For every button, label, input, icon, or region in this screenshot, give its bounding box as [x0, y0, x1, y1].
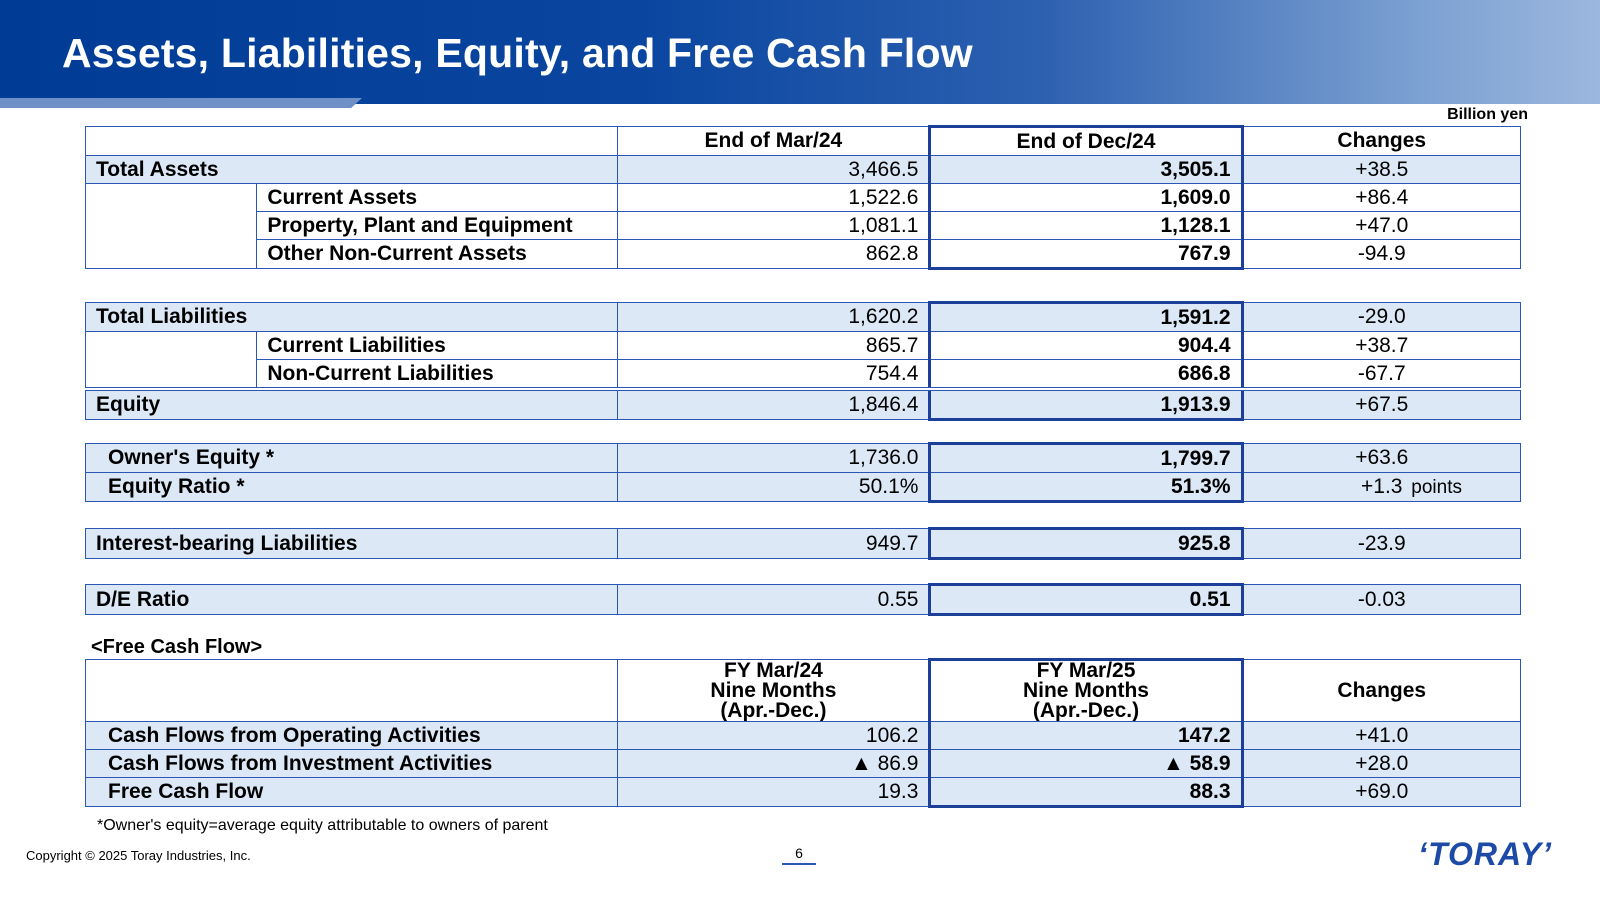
- header-fy-mar24: [618, 660, 930, 722]
- page-number: 6: [782, 845, 816, 865]
- owners-equity-table: [85, 442, 1521, 503]
- value-mar24: 1,736.0: [618, 444, 930, 473]
- value-curr: ▲ 58.9: [930, 750, 1242, 778]
- value-change: +69.0: [1242, 778, 1520, 807]
- value-change: -29.0: [1242, 303, 1520, 332]
- indent-cell: [86, 332, 257, 360]
- table-row: [86, 778, 1521, 807]
- value-change: -94.9: [1242, 240, 1520, 269]
- row-label: Other Non-Current Assets: [257, 240, 618, 269]
- fcf-table: [85, 658, 1521, 808]
- interest-bearing-table: [85, 527, 1521, 560]
- table-row: [86, 444, 1521, 473]
- header-blank-cell: [86, 127, 618, 156]
- fcf-section-title: <Free Cash Flow>: [91, 636, 263, 658]
- value-mar24: 0.55: [618, 585, 930, 615]
- table-row: [86, 212, 1521, 240]
- table-header-row: [86, 127, 1521, 156]
- value-change: +86.4: [1242, 184, 1520, 212]
- row-label: Total Assets: [86, 156, 618, 184]
- value-mar24: 1,081.1: [618, 212, 930, 240]
- value-mar24: 50.1%: [618, 473, 930, 502]
- header-mar24: End of Mar/24: [618, 127, 930, 156]
- value-dec24: 1,609.0: [930, 184, 1242, 212]
- table-row: [86, 750, 1521, 778]
- row-label: Equity: [86, 389, 618, 420]
- row-label: Interest-bearing Liabilities: [86, 529, 618, 559]
- indent-cell: [86, 212, 257, 240]
- value-dec24: 767.9: [930, 240, 1242, 269]
- row-label: Cash Flows from Investment Activities: [86, 750, 618, 778]
- page-title: Assets, Liabilities, Equity, and Free Cash Flow: [62, 30, 973, 76]
- value-dec24: 904.4: [930, 332, 1242, 360]
- value-change-cell: [1242, 473, 1520, 502]
- header-line: (Apr.-Dec.): [720, 698, 827, 722]
- value-dec24: 1,128.1: [930, 212, 1242, 240]
- table-row: [86, 240, 1521, 269]
- header-accent-bar: [0, 98, 362, 108]
- indent-cell: [86, 184, 257, 212]
- value-change: +63.6: [1242, 444, 1520, 473]
- table-row: [86, 303, 1521, 332]
- value-prev: 106.2: [618, 722, 930, 750]
- value-curr: 147.2: [930, 722, 1242, 750]
- table-row: [86, 529, 1521, 559]
- value-mar24: 1,846.4: [618, 389, 930, 420]
- value-dec24: 1,799.7: [930, 444, 1242, 473]
- table-row: [86, 473, 1521, 502]
- table-row: [86, 184, 1521, 212]
- value-mar24: 3,466.5: [618, 156, 930, 184]
- value-dec24: 0.51: [930, 585, 1242, 615]
- table-row: [86, 389, 1521, 420]
- row-label: Property, Plant and Equipment: [257, 212, 618, 240]
- value-mar24: 1,522.6: [618, 184, 930, 212]
- value-dec24: 1,913.9: [930, 389, 1242, 420]
- row-label: Non-Current Liabilities: [257, 360, 618, 390]
- table-row: [86, 360, 1521, 390]
- value-change: +38.7: [1242, 332, 1520, 360]
- row-label: Equity Ratio *: [86, 473, 618, 502]
- header-line: Nine Months: [710, 678, 837, 702]
- row-label: Current Liabilities: [257, 332, 618, 360]
- value-dec24: 1,591.2: [930, 303, 1242, 332]
- table-row: [86, 156, 1521, 184]
- header-changes: Changes: [1242, 660, 1520, 722]
- value-dec24: 686.8: [930, 360, 1242, 390]
- row-label: Cash Flows from Operating Activities: [86, 722, 618, 750]
- table-row: [86, 332, 1521, 360]
- value-dec24: 3,505.1: [930, 156, 1242, 184]
- toray-logo: ‘TORAY’: [1418, 836, 1552, 872]
- header-line: FY Mar/25: [1036, 659, 1136, 682]
- table-row: [86, 585, 1521, 615]
- value-change: -67.7: [1242, 360, 1520, 390]
- table-header-row: [86, 660, 1521, 722]
- de-ratio-table: [85, 583, 1521, 616]
- header-line: FY Mar/24: [724, 659, 823, 682]
- row-label: Current Assets: [257, 184, 618, 212]
- header-dec24: End of Dec/24: [930, 127, 1242, 156]
- header-fy-mar25: [930, 660, 1242, 722]
- value-change: +67.5: [1242, 389, 1520, 420]
- value-prev: ▲ 86.9: [618, 750, 930, 778]
- value-change: +1.3: [1361, 475, 1403, 498]
- row-label: Free Cash Flow: [86, 778, 618, 807]
- value-change: +47.0: [1242, 212, 1520, 240]
- value-mar24: 865.7: [618, 332, 930, 360]
- liabilities-table: [85, 301, 1521, 421]
- points-unit: points: [1411, 477, 1462, 498]
- value-mar24: 949.7: [618, 529, 930, 559]
- unit-label: Billion yen: [1447, 106, 1528, 123]
- indent-cell: [86, 240, 257, 269]
- value-mar24: 1,620.2: [618, 303, 930, 332]
- header-line: (Apr.-Dec.): [1032, 699, 1140, 722]
- value-change: -0.03: [1242, 585, 1520, 615]
- value-change: +28.0: [1242, 750, 1520, 778]
- value-mar24: 862.8: [618, 240, 930, 269]
- value-change: +38.5: [1242, 156, 1520, 184]
- value-change: +41.0: [1242, 722, 1520, 750]
- value-dec24: 925.8: [930, 529, 1242, 559]
- copyright: Copyright © 2025 Toray Industries, Inc.: [26, 848, 251, 863]
- value-curr: 88.3: [930, 778, 1242, 807]
- row-label: Total Liabilities: [86, 303, 618, 332]
- row-label: Owner's Equity *: [86, 444, 618, 473]
- table-row: [86, 722, 1521, 750]
- row-label: D/E Ratio: [86, 585, 618, 615]
- footnote: *Owner's equity=average equity attributable to owners of parent: [97, 817, 548, 834]
- value-dec24: 51.3%: [930, 473, 1242, 502]
- header-changes: Changes: [1242, 127, 1520, 156]
- indent-cell: [86, 360, 257, 390]
- header-line: Nine Months: [1022, 679, 1149, 702]
- header-blank-cell: [86, 660, 618, 722]
- value-prev: 19.3: [618, 778, 930, 807]
- value-mar24: 754.4: [618, 360, 930, 390]
- value-change: -23.9: [1242, 529, 1520, 559]
- assets-table: [85, 125, 1521, 270]
